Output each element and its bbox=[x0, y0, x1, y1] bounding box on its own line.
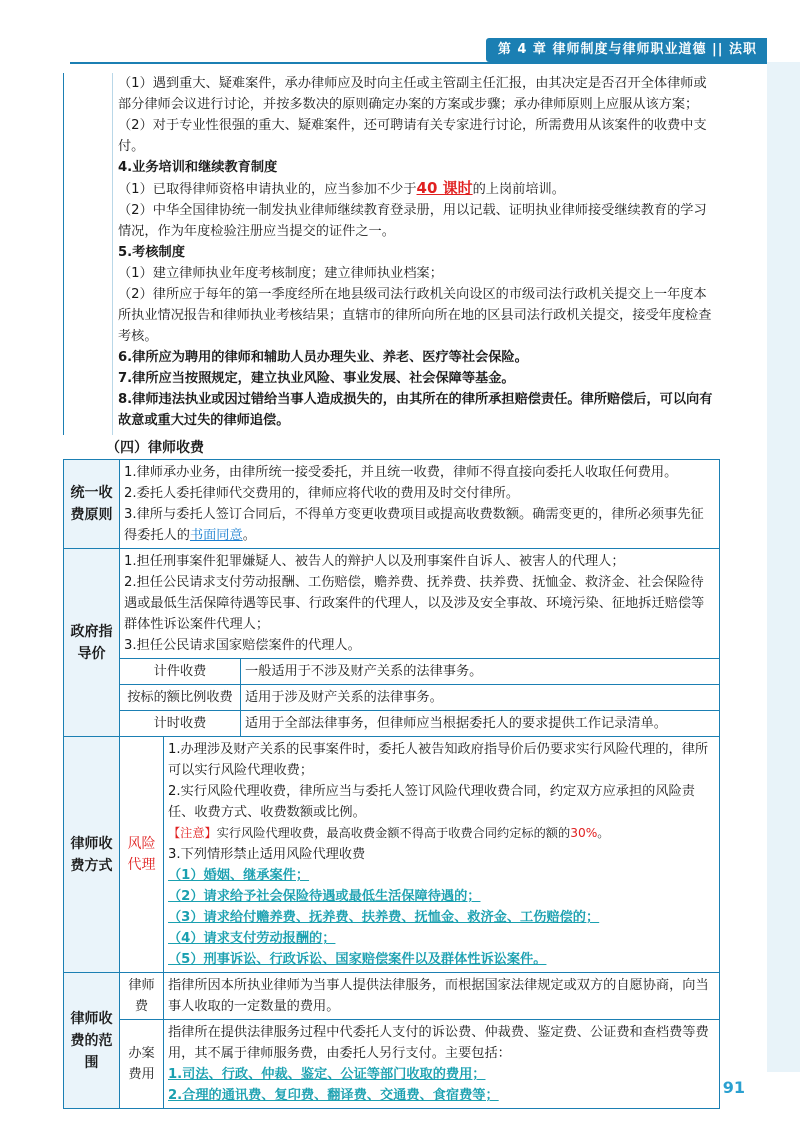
gov-key-1: 按标的额比例收费 bbox=[120, 685, 241, 711]
right-gutter bbox=[767, 62, 800, 1072]
unified-line-3 bbox=[124, 504, 715, 546]
row-method bbox=[64, 737, 720, 973]
case-cost-item-2: 2.合理的通讯费、复印费、翻译费、交通费、食宿费等； bbox=[168, 1088, 499, 1103]
label-lawyer-fee: 律师费 bbox=[120, 973, 164, 1020]
label-unified: 统一收费原则 bbox=[64, 460, 120, 549]
prohibited-item-3: （3）请求给付赡养费、抚养费、扶养费、抚恤金、救济金、工伤赔偿的； bbox=[168, 910, 600, 925]
written-consent-highlight: 书面同意 bbox=[189, 528, 243, 543]
gov-row-piece bbox=[64, 659, 720, 685]
case-cost-text: 指律所在提供法律服务过程中代委托人支付的诉讼费、仲裁费、鉴定费、公证费和查档费等费用，其不属于律师服务费，由委托人另行支付。主要包括： bbox=[168, 1025, 709, 1061]
method-line-1: 1.办理涉及财产关系的民事案件时，委托人被告知政府指导价后仍要求实行风险代理的，律所可以实行风险代理收费； bbox=[168, 742, 709, 778]
page-content bbox=[63, 73, 720, 1109]
gov-row-hourly bbox=[64, 711, 720, 737]
gov-val-0: 一般适用于不涉及财产关系的法律事务。 bbox=[241, 659, 720, 685]
note-percent: 30% bbox=[570, 826, 598, 840]
top-left-cell bbox=[63, 73, 113, 435]
note-label: 【注意】 bbox=[168, 826, 217, 840]
method-note bbox=[168, 823, 715, 844]
note-end: 。 bbox=[597, 826, 610, 840]
prohibited-item-1: （1）婚姻、继承案件； bbox=[168, 868, 310, 883]
case-cost-item-1: 1.司法、行政、仲裁、鉴定、公证等部门收取的费用； bbox=[168, 1067, 486, 1082]
unified-line-3b: 。 bbox=[242, 528, 256, 543]
unified-line-1: 1.律师承办业务，由律所统一接受委托，并且统一收费，律师不得直接向委托人收取任何费用。 bbox=[124, 465, 678, 480]
para-3 bbox=[118, 178, 716, 200]
note-text: 实行风险代理收费，最高收费金额不得高于收费合同约定标的额的 bbox=[216, 826, 571, 840]
para-1: （1）遇到重大、疑难案件，承办律师应及时向主任或主管副主任汇报，由其决定是否召开全体律师或部分律师会议进行讨论，并按多数决的原则确定办案的方案或步骤；承办律师原则上应服从该方案； bbox=[118, 76, 707, 112]
heading-8: 8.律师违法执业或因过错给当事人造成损失的，由其所在的律所承担赔偿责任。律所赔偿后，可以向有故意或重大过失的律师追偿。 bbox=[118, 392, 713, 428]
heading-6: 6.律所应为聘用的律师和辅助人员办理失业、养老、医疗等社会保险。 bbox=[118, 350, 528, 365]
label-case-cost: 办案费用 bbox=[120, 1020, 164, 1109]
gov-key-0: 计件收费 bbox=[120, 659, 241, 685]
para-2: （2）对于专业性很强的重大、疑难案件，还可聘请有关专家进行讨论，所需费用从该案件的收费中支付。 bbox=[118, 118, 707, 154]
para-6: （2）律所应于每年的第一季度经所在地县级司法行政机关向设区的市级司法行政机关提交上一年度本所执业情况报告和律师执业考核结果；直辖市的律所向所在地的区县司法行政机关提交，接受年度检查考核。 bbox=[118, 287, 712, 344]
row-scope-fee bbox=[64, 973, 720, 1020]
heading-4: 4.业务培训和继续教育制度 bbox=[118, 160, 278, 175]
cell-method bbox=[164, 737, 720, 973]
section-title: （四）律师收费 bbox=[106, 440, 204, 456]
label-scope: 律师收费的范围 bbox=[64, 973, 120, 1109]
heading-7: 7.律所应当按照规定，建立执业风险、事业发展、社会保障等基金。 bbox=[118, 371, 515, 386]
cell-unified bbox=[120, 460, 720, 549]
prohibited-item-4: （4）请求支付劳动报酬的； bbox=[168, 931, 336, 946]
top-content bbox=[118, 73, 720, 431]
row-scope-cost bbox=[64, 1020, 720, 1109]
cell-gov bbox=[120, 549, 720, 659]
label-risk-agency: 风险代理 bbox=[120, 737, 164, 973]
gov-line-1: 1.担任刑事案件犯罪嫌疑人、被告人的辩护人以及刑事案件自诉人、被害人的代理人； bbox=[124, 554, 625, 569]
row-gov bbox=[64, 549, 720, 659]
gov-val-1: 适用于涉及财产关系的法律事务。 bbox=[241, 685, 720, 711]
heading-5: 5.考核制度 bbox=[118, 245, 185, 260]
gov-key-2: 计时收费 bbox=[120, 711, 241, 737]
unified-line-2: 2.委托人委托律师代交费用的，律师应将代收的费用及时交付律所。 bbox=[124, 486, 520, 501]
gov-line-2: 2.担任公民请求支付劳动报酬、工伤赔偿，赡养费、抚养费、扶养费、抚恤金、救济金、社会保险待遇或最低生活保障待遇等民事、行政案件的代理人，以及涉及安全事故、环境污染、征地拆迁赔偿等群体性诉讼案件代理人； bbox=[124, 575, 705, 632]
chapter-header: 第 4 章 律师制度与律师职业道德 || 法职 bbox=[486, 38, 767, 62]
hours-highlight: 40 课时 bbox=[416, 179, 473, 197]
top-block bbox=[63, 73, 720, 431]
label-gov: 政府指导价 bbox=[64, 549, 120, 737]
para-4: （2）中华全国律协统一制发执业律师继续教育登录册，用以记载、证明执业律师接受继续教育的学习情况，作为年度检验注册应当提交的证件之一。 bbox=[118, 203, 707, 239]
gov-row-ratio bbox=[64, 685, 720, 711]
gov-val-2: 适用于全部法律事务，但律师应当根据委托人的要求提供工作记录清单。 bbox=[241, 711, 720, 737]
row-unified bbox=[64, 460, 720, 549]
header-rule bbox=[70, 62, 767, 64]
fee-table bbox=[63, 459, 720, 1109]
gov-line-3: 3.担任公民请求国家赔偿案件的代理人。 bbox=[124, 638, 361, 653]
prohibited-item-2: （2）请求给予社会保险待遇或最低生活保障待遇的； bbox=[168, 889, 481, 904]
cell-lawyer-fee: 指律所因本所执业律师为当事人提供法律服务，而根据国家法律规定或双方的自愿协商，向当事人收取的一定数量的费用。 bbox=[164, 973, 720, 1020]
para-3a: （1）已取得律师资格申请执业的，应当参加不少于 bbox=[118, 182, 417, 197]
para-5: （1）建立律师执业年度考核制度；建立律师执业档案； bbox=[118, 266, 443, 281]
method-line-2: 2.实行风险代理收费，律所应当与委托人签订风险代理收费合同，约定双方应承担的风险责任、收费方式、收费数额或比例。 bbox=[168, 784, 695, 820]
unified-line-3a: 3.律所与委托人签订合同后，不得单方变更收费项目或提高收费数额。确需变更的，律所必须事先征得委托人的 bbox=[124, 507, 704, 543]
label-method: 律师收费方式 bbox=[64, 737, 120, 973]
para-3b: 的上岗前培训。 bbox=[472, 182, 565, 197]
prohibited-item-5: （5）刑事诉讼、行政诉讼、国家赔偿案件以及群体性诉讼案件。 bbox=[168, 952, 547, 967]
method-line-3: 3.下列情形禁止适用风险代理收费 bbox=[168, 847, 366, 862]
page-number: 91 bbox=[722, 1078, 745, 1097]
cell-case-cost bbox=[164, 1020, 720, 1109]
